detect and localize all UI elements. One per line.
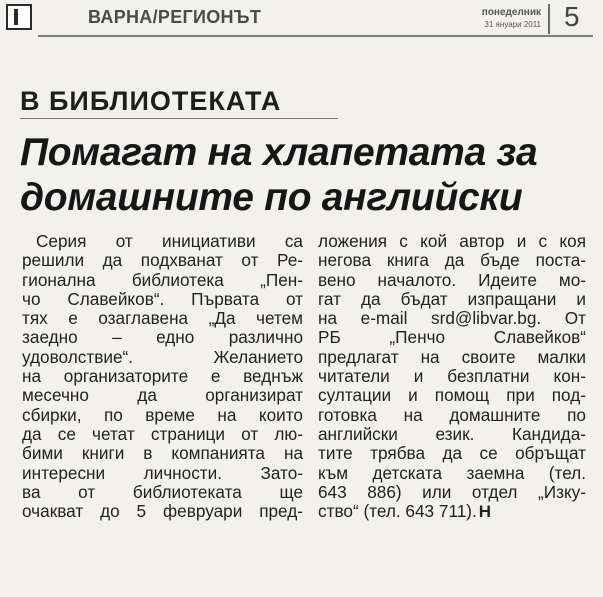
body-line: РБ „Пенчо Славейков“ xyxy=(318,327,586,348)
body-line: Серия от инициативи са xyxy=(36,231,303,251)
body-line-final-text: ство“ (тел. 643 711). xyxy=(318,501,477,522)
article-end-mark: Н xyxy=(478,502,492,522)
body-line: тите трябва да се обръщат xyxy=(318,443,586,464)
header-rule xyxy=(38,35,593,37)
body-line: решили да подхванат от Ре- xyxy=(22,250,303,271)
article-rubric: В БИБЛИОТЕКАТА xyxy=(20,86,282,116)
body-line: очакват до 5 февруари пред- xyxy=(22,501,303,522)
article-column-right xyxy=(318,232,586,521)
issue-day: понеделник xyxy=(481,7,541,18)
article-column-left xyxy=(22,232,303,521)
newspaper-logo-icon xyxy=(6,4,32,30)
article-headline xyxy=(20,130,595,220)
section-title: ВАРНА/РЕГИОНЪТ xyxy=(88,7,262,27)
body-line: ложения с кой автор и с коя xyxy=(318,231,586,251)
body-line: месечно да организират xyxy=(22,385,303,406)
body-line: бими книги в компанията на xyxy=(22,443,303,464)
body-line: вено началото. Идеите мо- xyxy=(318,269,586,290)
body-line: султации и помощ при под- xyxy=(318,385,586,406)
issue-date: 31 януари 2011 xyxy=(484,20,541,29)
body-line: към детската заемна (тел. xyxy=(318,462,586,483)
body-line: чо Славейков“. Първата от xyxy=(22,288,303,309)
body-line: на организаторите е веднъж xyxy=(22,366,303,387)
body-line: сбирки, по време на които xyxy=(22,404,303,425)
body-line: тях е озаглавена „Да четем xyxy=(22,308,303,329)
body-line: негова книга да бъде поста- xyxy=(318,250,586,271)
body-line: ва от библиотеката ще xyxy=(22,481,303,502)
body-line: 643 886) или отдел „Изку- xyxy=(318,481,586,502)
body-line: да се четат страници от лю- xyxy=(22,423,303,444)
body-line: гат да бъдат изпращани и xyxy=(318,288,586,309)
body-line: английски език. Кандида- xyxy=(318,423,586,444)
body-line: читатели и безплатни кон- xyxy=(318,366,586,387)
headline-line: Помагат на хлапетата за xyxy=(20,131,538,174)
body-line: заедно – едно различно xyxy=(22,327,303,348)
bleed-through-texture xyxy=(360,60,600,140)
header-divider xyxy=(548,4,550,34)
body-line: интересни личности. Зато- xyxy=(22,462,303,483)
body-line: на e-mail srd@libvar.bg. От xyxy=(318,308,586,329)
page-number: 5 xyxy=(564,1,580,32)
body-line: готовка на домашните по xyxy=(318,404,586,425)
body-line-final xyxy=(318,502,586,521)
body-line: предлагат на своите малки xyxy=(318,346,586,367)
headline-line: домашните по английски xyxy=(20,176,523,219)
rubric-underline xyxy=(20,118,338,119)
body-line: гионална библиотека „Пен- xyxy=(22,269,303,290)
body-line: удоволствие“. Желанието xyxy=(22,346,303,367)
